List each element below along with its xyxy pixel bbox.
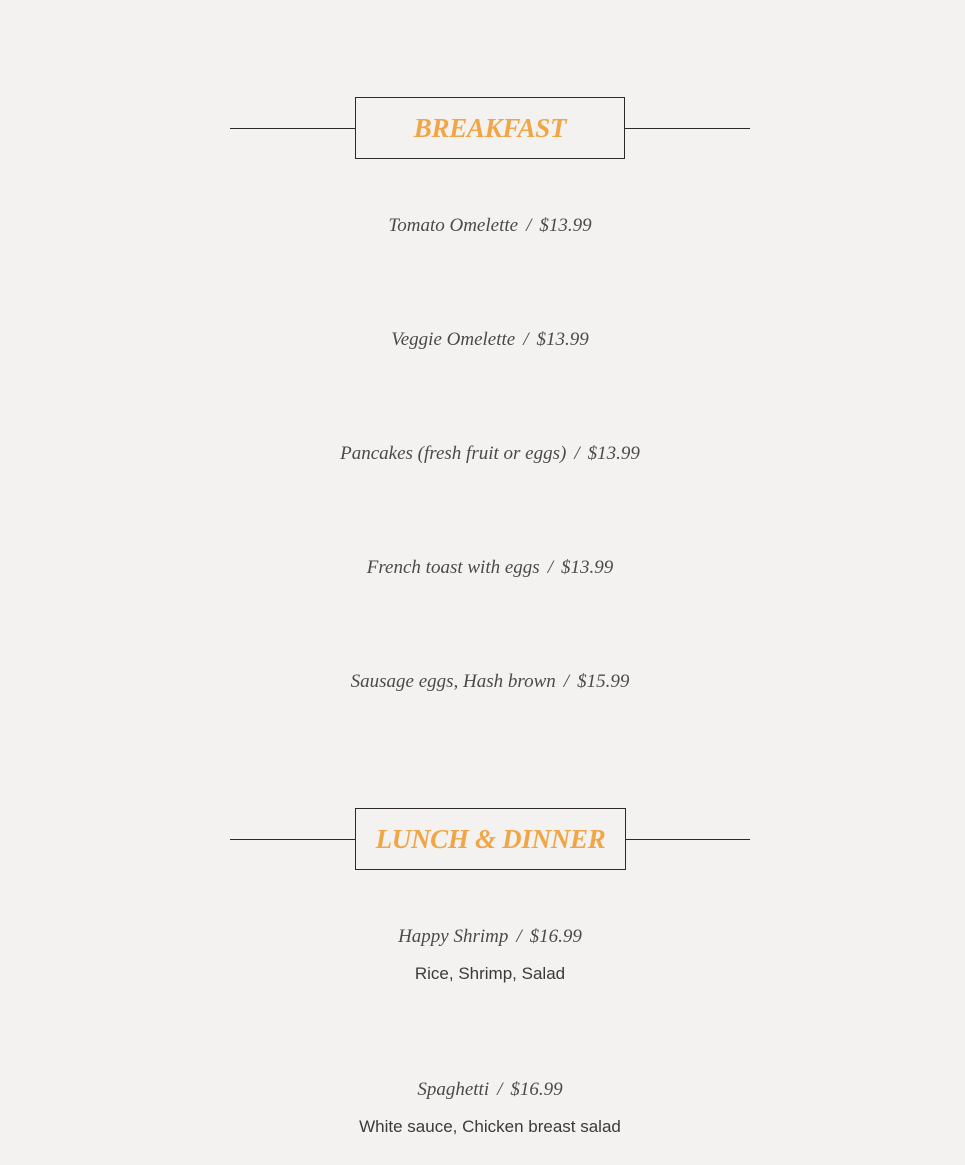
menu-item-line (0, 214, 965, 238)
menu-item-name: Veggie Omelette (391, 329, 516, 350)
menu-item (0, 556, 965, 580)
section-title-box (355, 808, 626, 870)
price-separator: / (563, 671, 570, 692)
price-separator: / (547, 557, 553, 578)
header-rule-right (625, 839, 750, 840)
menu-item-name: Sausage eggs, Hash brown (350, 671, 556, 692)
header-rule-left (230, 839, 355, 840)
menu-item-price: $15.99 (577, 671, 630, 692)
menu-item-name: Happy Shrimp (398, 926, 509, 947)
menu-item (0, 214, 965, 238)
menu-item-line (0, 328, 965, 352)
price-separator: / (516, 926, 522, 947)
menu-item-line (0, 556, 965, 580)
menu-item-price: $13.99 (536, 329, 589, 350)
menu-item-line (0, 670, 965, 694)
menu-item (0, 442, 965, 466)
menu-item (0, 328, 965, 352)
menu-item-price: $16.99 (510, 1079, 563, 1100)
menu-item-line (0, 925, 965, 949)
menu-item-name: Pancakes (fresh fruit or eggs) (340, 443, 567, 464)
price-separator: / (497, 1079, 503, 1100)
menu-item-line (0, 1078, 965, 1102)
price-separator: / (526, 215, 532, 236)
menu-item-price: $16.99 (529, 926, 582, 947)
menu-item (0, 925, 965, 984)
menu-item-name: Tomato Omelette (388, 215, 519, 236)
menu-item-price: $13.99 (539, 215, 592, 236)
lunch-dinner-section-header (230, 808, 750, 870)
menu-item-line (0, 442, 965, 466)
menu-item-name: French toast with eggs (366, 557, 540, 578)
section-title: BREAKFAST (413, 112, 567, 143)
menu-item-description: White sauce, Chicken breast salad (359, 1117, 621, 1136)
menu-item (0, 1078, 965, 1137)
breakfast-section-header (230, 97, 750, 159)
header-rule-left (230, 128, 355, 129)
menu-item-description: Rice, Shrimp, Salad (414, 964, 566, 983)
section-title-box (355, 97, 625, 159)
menu-item-price: $13.99 (560, 557, 614, 578)
header-rule-right (625, 128, 750, 129)
price-separator: / (523, 329, 529, 350)
section-title: LUNCH & DINNER (375, 823, 606, 854)
menu-item (0, 670, 965, 694)
price-separator: / (574, 443, 580, 464)
menu-item-name: Spaghetti (417, 1079, 490, 1100)
menu-item-price: $13.99 (587, 443, 640, 464)
